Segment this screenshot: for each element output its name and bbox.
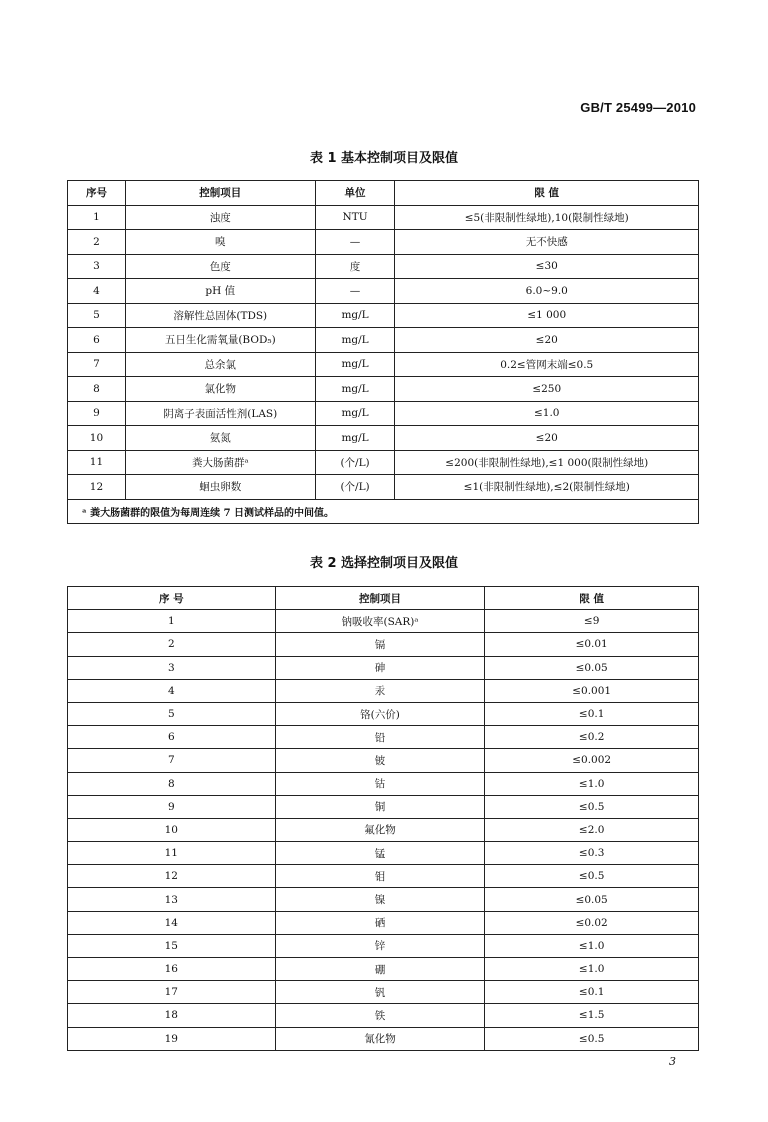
cell-limit: ≤0.05 <box>485 888 699 911</box>
table-row <box>68 450 699 475</box>
cell-item: 浊度 <box>125 205 315 230</box>
cell-unit: mg/L <box>315 426 395 451</box>
cell-item: 氰化物 <box>275 1027 485 1050</box>
table-row <box>68 426 699 451</box>
cell-no: 5 <box>68 303 126 328</box>
table-row <box>68 254 699 279</box>
cell-unit: NTU <box>315 205 395 230</box>
cell-limit: ≤1.0 <box>485 934 699 957</box>
cell-item: 氟化物 <box>275 818 485 841</box>
cell-no: 3 <box>68 656 276 679</box>
cell-item: 镍 <box>275 888 485 911</box>
cell-no: 12 <box>68 865 276 888</box>
table-row <box>68 401 699 426</box>
col-header-item: 控制项目 <box>275 587 485 610</box>
cell-limit: ≤30 <box>395 254 699 279</box>
cell-item: 砷 <box>275 656 485 679</box>
cell-limit: 无不快感 <box>395 230 699 255</box>
cell-item: 氯化物 <box>125 377 315 402</box>
cell-item: 色度 <box>125 254 315 279</box>
standard-code: GB/T 25499—2010 <box>580 100 696 115</box>
cell-limit: ≤0.01 <box>485 633 699 656</box>
cell-limit: ≤20 <box>395 426 699 451</box>
cell-no: 11 <box>68 450 126 475</box>
cell-item: 总余氯 <box>125 352 315 377</box>
cell-no: 2 <box>68 633 276 656</box>
cell-limit: ≤0.2 <box>485 726 699 749</box>
table-row <box>68 934 699 957</box>
cell-unit: 度 <box>315 254 395 279</box>
cell-limit: ≤1(非限制性绿地),≤2(限制性绿地) <box>395 475 699 500</box>
cell-limit: ≤2.0 <box>485 818 699 841</box>
table-row <box>68 475 699 500</box>
cell-no: 2 <box>68 230 126 255</box>
table1-header-row <box>68 181 699 206</box>
table1 <box>67 180 699 524</box>
cell-limit: ≤0.05 <box>485 656 699 679</box>
cell-item: 五日生化需氧量(BOD₅) <box>125 328 315 353</box>
table-row <box>68 279 699 304</box>
cell-no: 9 <box>68 401 126 426</box>
table-row <box>68 610 699 633</box>
cell-no: 4 <box>68 279 126 304</box>
cell-limit: ≤0.02 <box>485 911 699 934</box>
cell-limit: ≤20 <box>395 328 699 353</box>
cell-unit: mg/L <box>315 303 395 328</box>
cell-item: 硒 <box>275 911 485 934</box>
table-row <box>68 377 699 402</box>
cell-no: 13 <box>68 888 276 911</box>
cell-unit: (个/L) <box>315 475 395 500</box>
cell-no: 1 <box>68 610 276 633</box>
table2-title: 表 2 选择控制项目及限值 <box>309 556 459 571</box>
cell-item: 铅 <box>275 726 485 749</box>
cell-no: 16 <box>68 958 276 981</box>
cell-unit: — <box>315 279 395 304</box>
cell-item: 钠吸收率(SAR)ᵃ <box>275 610 485 633</box>
cell-no: 18 <box>68 1004 276 1027</box>
cell-limit: ≤250 <box>395 377 699 402</box>
cell-no: 6 <box>68 328 126 353</box>
cell-limit: ≤1.0 <box>485 772 699 795</box>
cell-limit: ≤0.3 <box>485 842 699 865</box>
cell-item: 锰 <box>275 842 485 865</box>
table1-note-row <box>68 499 699 524</box>
cell-item: 锌 <box>275 934 485 957</box>
cell-no: 19 <box>68 1027 276 1050</box>
cell-no: 5 <box>68 702 276 725</box>
table1-footnote: ᵃ 粪大肠菌群的限值为每周连续 7 日测试样品的中间值。 <box>68 499 699 524</box>
col-header-no: 序号 <box>68 181 126 206</box>
table-row <box>68 865 699 888</box>
table-row <box>68 958 699 981</box>
cell-limit: ≤0.1 <box>485 981 699 1004</box>
cell-item: 钼 <box>275 865 485 888</box>
cell-no: 14 <box>68 911 276 934</box>
table-row <box>68 888 699 911</box>
cell-no: 12 <box>68 475 126 500</box>
cell-no: 3 <box>68 254 126 279</box>
cell-limit: ≤9 <box>485 610 699 633</box>
cell-item: 铍 <box>275 749 485 772</box>
cell-limit: ≤200(非限制性绿地),≤1 000(限制性绿地) <box>395 450 699 475</box>
col-header-item: 控制项目 <box>125 181 315 206</box>
cell-no: 10 <box>68 426 126 451</box>
cell-unit: mg/L <box>315 401 395 426</box>
table-row <box>68 303 699 328</box>
cell-item: 铜 <box>275 795 485 818</box>
cell-item: 铁 <box>275 1004 485 1027</box>
cell-no: 8 <box>68 772 276 795</box>
cell-item: 钒 <box>275 981 485 1004</box>
table-row <box>68 818 699 841</box>
cell-item: 蛔虫卵数 <box>125 475 315 500</box>
col-header-no: 序 号 <box>68 587 276 610</box>
cell-limit: ≤0.001 <box>485 679 699 702</box>
table-row <box>68 842 699 865</box>
cell-no: 11 <box>68 842 276 865</box>
cell-unit: (个/L) <box>315 450 395 475</box>
cell-item: pH 值 <box>125 279 315 304</box>
cell-no: 15 <box>68 934 276 957</box>
cell-item: 铬(六价) <box>275 702 485 725</box>
cell-item: 阴离子表面活性剂(LAS) <box>125 401 315 426</box>
col-header-limit: 限 值 <box>395 181 699 206</box>
table2 <box>67 586 699 1051</box>
cell-no: 7 <box>68 749 276 772</box>
cell-limit: ≤5(非限制性绿地),10(限制性绿地) <box>395 205 699 230</box>
col-header-limit: 限 值 <box>485 587 699 610</box>
cell-item: 钴 <box>275 772 485 795</box>
cell-limit: ≤0.5 <box>485 1027 699 1050</box>
col-header-unit: 单位 <box>315 181 395 206</box>
table2-header-row <box>68 587 699 610</box>
cell-limit: ≤1.5 <box>485 1004 699 1027</box>
cell-item: 溶解性总固体(TDS) <box>125 303 315 328</box>
table-row <box>68 633 699 656</box>
table-row <box>68 1027 699 1050</box>
cell-item: 氨氮 <box>125 426 315 451</box>
table-row <box>68 656 699 679</box>
table-row <box>68 1004 699 1027</box>
cell-no: 1 <box>68 205 126 230</box>
table-row <box>68 795 699 818</box>
table-row <box>68 772 699 795</box>
cell-item: 嗅 <box>125 230 315 255</box>
cell-limit: ≤1.0 <box>485 958 699 981</box>
cell-item: 镉 <box>275 633 485 656</box>
table-row <box>68 230 699 255</box>
cell-unit: mg/L <box>315 377 395 402</box>
table-row <box>68 352 699 377</box>
cell-limit: ≤1.0 <box>395 401 699 426</box>
cell-no: 4 <box>68 679 276 702</box>
cell-limit: ≤1 000 <box>395 303 699 328</box>
cell-item: 硼 <box>275 958 485 981</box>
cell-unit: mg/L <box>315 328 395 353</box>
cell-no: 6 <box>68 726 276 749</box>
cell-no: 10 <box>68 818 276 841</box>
table-row <box>68 726 699 749</box>
cell-no: 17 <box>68 981 276 1004</box>
cell-item: 粪大肠菌群ᵃ <box>125 450 315 475</box>
table-row <box>68 981 699 1004</box>
table-row <box>68 205 699 230</box>
cell-no: 7 <box>68 352 126 377</box>
cell-limit: 0.2≤管网末端≤0.5 <box>395 352 699 377</box>
cell-limit: ≤0.002 <box>485 749 699 772</box>
cell-item: 汞 <box>275 679 485 702</box>
table-row <box>68 679 699 702</box>
table-row <box>68 328 699 353</box>
table-row <box>68 911 699 934</box>
cell-limit: ≤0.1 <box>485 702 699 725</box>
cell-unit: mg/L <box>315 352 395 377</box>
cell-unit: — <box>315 230 395 255</box>
table-row <box>68 749 699 772</box>
page-number: 3 <box>669 1055 676 1068</box>
cell-no: 8 <box>68 377 126 402</box>
table1-title: 表 1 基本控制项目及限值 <box>309 151 459 166</box>
cell-no: 9 <box>68 795 276 818</box>
cell-limit: 6.0~9.0 <box>395 279 699 304</box>
cell-limit: ≤0.5 <box>485 865 699 888</box>
table-row <box>68 702 699 725</box>
cell-limit: ≤0.5 <box>485 795 699 818</box>
